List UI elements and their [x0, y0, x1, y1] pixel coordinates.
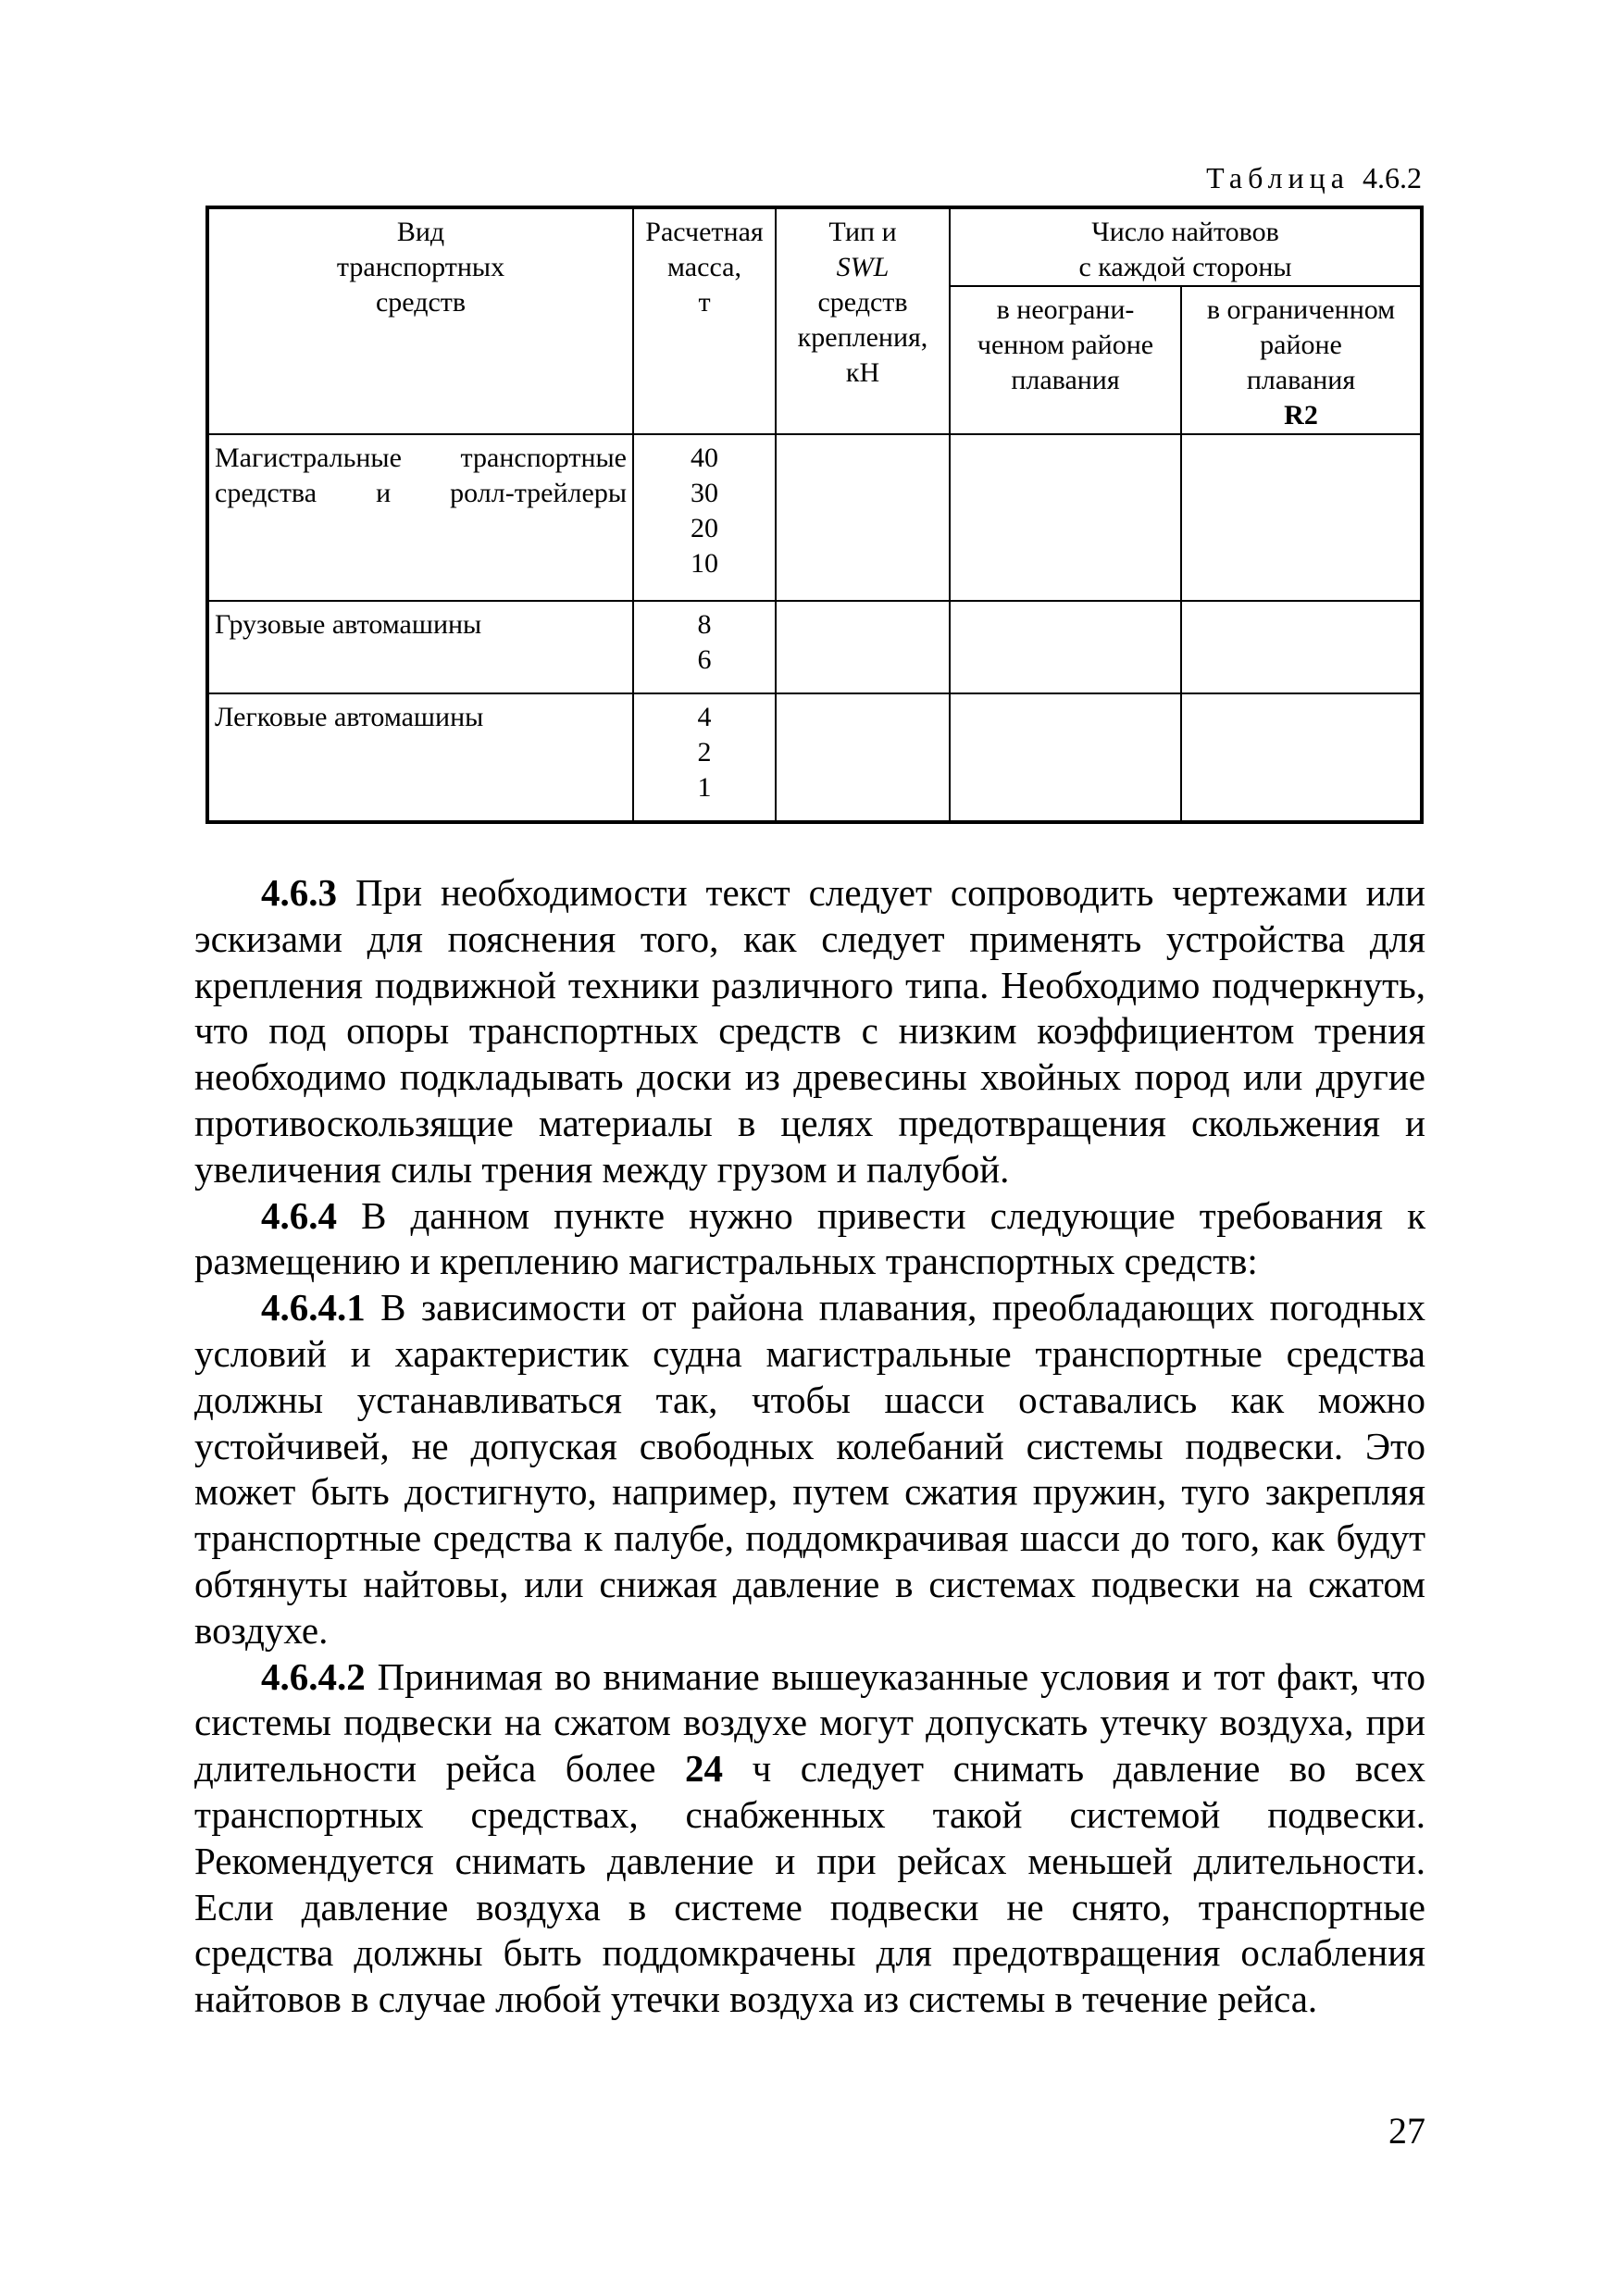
paragraph-text: В зависимости от района плавания, преобладающих погодных условий и характеристик судна магистральные транспортные средства должны устанавливаться так, чтобы шасси оставались как можно устойчивей, не допуская свободных колебаний системы подвески. Это может быть достигнуто, например, путем сжатия пружин, туго закрепляя транспортные средства к палубе, поддомкрачивая шасси до того, как будут обтянуты найтовы, или снижая давление в системах подвески на сжатом воздухе.	[194, 1286, 1425, 1652]
paragraph-4-6-3	[194, 870, 1425, 1193]
row-mass-values: 8 6	[633, 601, 776, 693]
paragraph-number: 4.6.4.1	[261, 1286, 366, 1329]
paragraph-4-6-4-2	[194, 1654, 1425, 2023]
table-caption	[1111, 161, 1422, 195]
header-unrestricted-area: в неограни- ченном районе плавания	[950, 286, 1181, 434]
paragraph-number: 4.6.4.2	[261, 1654, 366, 1698]
empty-cell	[776, 434, 950, 601]
table-caption-label: Таблица	[1206, 161, 1350, 194]
empty-cell	[950, 601, 1181, 693]
empty-cell	[1181, 601, 1422, 693]
row-vehicle-name: Магистральные транспортные средства и ролл-трейлеры	[207, 434, 633, 601]
row-vehicle-name: Грузовые автомашины	[207, 601, 633, 693]
table-row	[207, 693, 1422, 822]
empty-cell	[950, 434, 1181, 601]
empty-cell	[950, 693, 1181, 822]
header-lashings: Число найтовов с каждой стороны	[950, 207, 1422, 286]
paragraph-number: 4.6.4	[261, 1193, 337, 1237]
empty-cell	[776, 693, 950, 822]
table-row	[207, 434, 1422, 601]
empty-cell	[1181, 693, 1422, 822]
page-number: 27	[1388, 2110, 1425, 2152]
row-mass-values: 4 2 1	[633, 693, 776, 822]
paragraph-number: 4.6.3	[261, 871, 337, 914]
header-type-swl: Тип и SWL средств крепления, кН	[776, 207, 950, 434]
paragraph-text: При необходимости текст следует сопроводить чертежами или эскизами для пояснения того, как следует применять устройства для крепления подвижной техники различного типа. Необходимо подчеркнуть, что под опоры транспортных средств с низким коэффициентом трения необходимо подкладывать доски из древесины хвойных пород или другие противоскользящие материалы в целях предотвращения скольжения и увеличения силы трения между грузом и палубой.	[194, 871, 1425, 1191]
row-vehicle-name: Легковые автомашины	[207, 693, 633, 822]
paragraph-4-6-4	[194, 1193, 1425, 1286]
header-mass: Расчетная масса, т	[633, 207, 776, 434]
header-restricted-area: в ограниченном районе плавания R2	[1181, 286, 1422, 434]
body-text	[194, 870, 1425, 2023]
paragraph-text: В данном пункте нужно привести следующие требования к размещению и креплению магистральных транспортных средств:	[194, 1193, 1425, 1283]
table-caption-number: 4.6.2	[1363, 161, 1422, 194]
row-mass-values: 40 30 20 10	[633, 434, 776, 601]
table-row	[207, 601, 1422, 693]
lashing-table	[205, 206, 1424, 824]
paragraph-text: Принимая во внимание вышеуказанные условия и тот факт, что системы подвески на сжатом воздухе могут допускать утечку воздуха, при длительности рейса более	[194, 1654, 1425, 1791]
empty-cell	[1181, 434, 1422, 601]
voyage-duration-value: 24	[685, 1747, 723, 1791]
paragraph-text: ч следует снимать давление во всех транспортных средствах, снабженных такой системой подвески. Рекомендуется снимать давление и при рейсах меньшей длительности. Если давление воздуха в системе подвески не снято, транспортные средства должны быть поддомкрачены для предотвращения ослабления найтовов в случае любой утечки воздуха из системы в течение рейса.	[194, 1747, 1425, 2021]
header-vehicle-type: Вид транспортных средств	[207, 207, 633, 434]
empty-cell	[776, 601, 950, 693]
paragraph-4-6-4-1	[194, 1285, 1425, 1653]
